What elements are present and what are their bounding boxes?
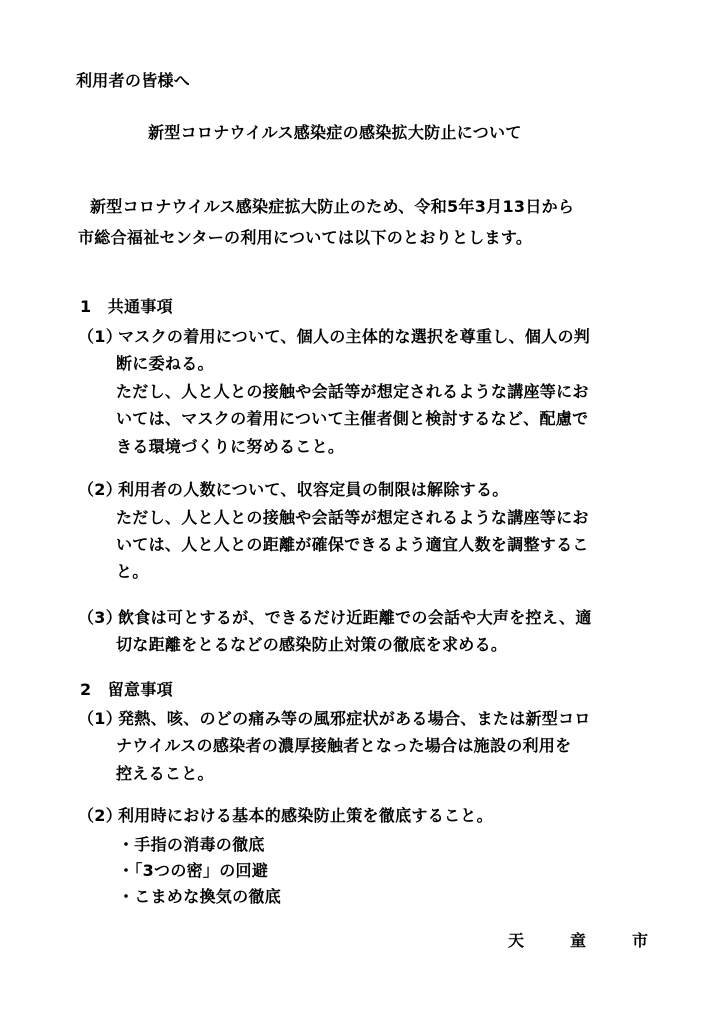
item-text-line: 発熱、咳、のどの痛み等の風邪症状がある場合、または新型コロ bbox=[118, 709, 591, 728]
section-heading-notes: 2 留意事項 bbox=[80, 680, 173, 699]
item-number: （2） bbox=[78, 806, 123, 825]
item-text-line: いては、マスクの着用について主催者側と検討するなど、配慮で bbox=[116, 409, 589, 428]
item-text-line: マスクの着用について、個人の主体的な選択を尊重し、個人の判 bbox=[118, 327, 591, 346]
item-text-line: 飲食は可とするが、できるだけ近距離での会話や大声を控え、適 bbox=[118, 608, 592, 627]
item-text-line: と。 bbox=[116, 562, 149, 581]
document-title: 新型コロナウイルス感染症の感染拡大防止について bbox=[148, 123, 522, 142]
item-text-line: 断に委ねる。 bbox=[116, 354, 214, 373]
addressee: 利用者の皆様へ bbox=[76, 71, 191, 90]
intro-line-2: 市総合福祉センターの利用については以下のとおりとします。 bbox=[78, 228, 533, 247]
item-text-line: ただし、人と人との接触や会話等が想定されるような講座等にお bbox=[116, 508, 589, 527]
signature-char: 市 bbox=[631, 931, 648, 950]
item-number: （3） bbox=[78, 608, 123, 627]
bullet-item: ・こまめな換気の徹底 bbox=[118, 887, 282, 906]
item-text-line: ナウイルスの感染者の濃厚接触者となった場合は施設の利用を bbox=[116, 736, 572, 755]
signature-char: 天 bbox=[508, 931, 525, 950]
bullet-item: ・「3つの密」の回避 bbox=[118, 861, 269, 880]
item-text-line: いては、人と人との距離が確保できるよう適宜人数を調整するこ bbox=[116, 535, 589, 554]
signature bbox=[508, 930, 648, 952]
item-number: （1） bbox=[78, 709, 123, 728]
signature-char: 童 bbox=[569, 931, 586, 950]
bullet-item: ・手指の消毒の徹底 bbox=[118, 835, 265, 854]
item-number: （1） bbox=[78, 327, 123, 346]
item-text-line: きる環境づくりに努めること。 bbox=[116, 437, 345, 456]
item-text-line: 利用者の人数について、収容定員の制限は解除する。 bbox=[118, 480, 509, 499]
item-text-line: 控えること。 bbox=[116, 764, 214, 783]
section-heading-common: 1 共通事項 bbox=[80, 297, 173, 316]
intro-line-1: 新型コロナウイルス感染症拡大防止のため、令和5年3月13日から bbox=[90, 197, 575, 216]
item-text-line: 利用時における基本的感染防止策を徹底すること。 bbox=[118, 806, 493, 825]
item-number: （2） bbox=[78, 480, 123, 499]
item-text-line: 切な距離をとるなどの感染防止対策の徹底を求める。 bbox=[116, 635, 508, 654]
item-text-line: ただし、人と人との接触や会話等が想定されるような講座等にお bbox=[116, 382, 589, 401]
